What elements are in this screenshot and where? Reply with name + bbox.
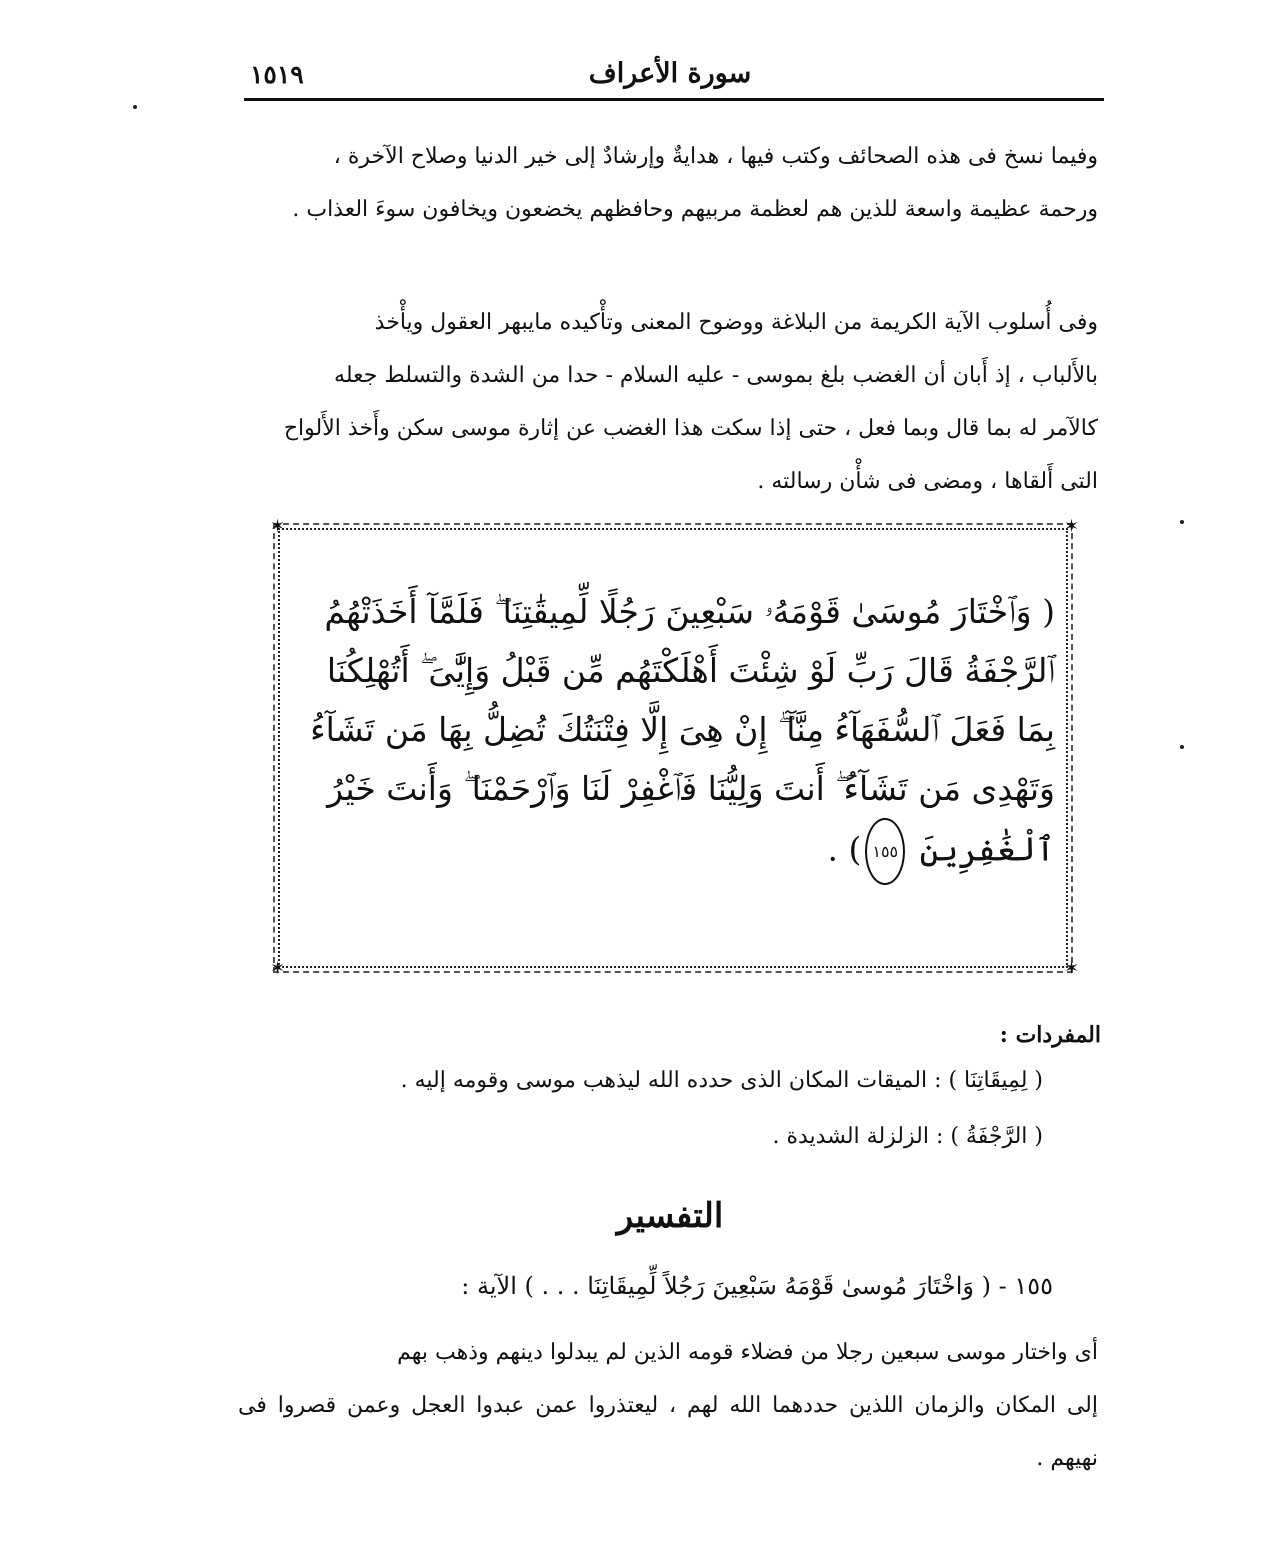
paragraph-line: كالآمر له بما قال وبما فعل ، حتى إذا سكت هذا الغضب عن إثارة موسى سكن وأَخذ الأَلواح bbox=[283, 416, 1098, 441]
glossary-item: ( الرَّجْفَةُ ) : الزلزلة الشديدة . bbox=[772, 1124, 1043, 1149]
vocabulary-label: المفردات : bbox=[999, 1022, 1101, 1048]
intro-paragraph-1 bbox=[238, 130, 1098, 236]
verse-line: ٱلرَّجْفَةُ قَالَ رَبِّ لَوْ شِئْتَ أَهْلَكْتَهُم مِّن قَبْلُ وَإِيَّٰىَ ۖ أَتُهْلِكُنَا bbox=[326, 651, 1055, 690]
verse-word: ٱلْغَٰفِرِينَ bbox=[919, 829, 1055, 869]
paragraph-line: بالأَلباب ، إذ أَبان أن الغضب بلغ بموسى - عليه السلام - حدا من الشدة والتسلط جعله bbox=[334, 363, 1098, 388]
page-number: ١٥١٩ bbox=[250, 60, 304, 89]
header-rule bbox=[244, 98, 1104, 101]
glossary-item: ( لِمِيقَاتِنَا ) : الميقات المكان الذى حدده الله ليذهب موسى وقومه إليه . bbox=[400, 1068, 1043, 1093]
paragraph-line: وفيما نسخ فى هذه الصحائف وكتب فيها ، هدايةٌ وإرشادٌ إلى خير الدنيا وصلاح الآخرة ، bbox=[333, 144, 1098, 169]
paragraph-line: التى أَلقاها ، ومضى فى شأْن رسالته . bbox=[757, 469, 1098, 494]
corner-star-icon: ✶ bbox=[1064, 516, 1080, 537]
scan-speck bbox=[133, 105, 137, 109]
verse-line-last bbox=[290, 818, 1055, 885]
paragraph-line: أى واختار موسى سبعين رجلا من فضلاء قومه الذين لم يبدلوا دينهم وذهب بهم bbox=[397, 1340, 1098, 1365]
verse-close: ) . bbox=[827, 829, 862, 869]
scan-speck bbox=[1180, 520, 1184, 524]
paragraph-line: إلى المكان والزمان اللذين حددهما الله لهم ، ليعتذروا عمن عبدوا العجل وعمن قصروا فى نهيهم . bbox=[238, 1393, 1098, 1471]
scan-speck bbox=[1180, 745, 1184, 749]
tafsir-paragraph bbox=[238, 1326, 1098, 1485]
verse-line: وَتَهْدِى مَن تَشَآءُ ۖ أَنتَ وَلِيُّنَا فَٱغْفِرْ لَنَا وَٱرْحَمْنَا ۖ وَأَنتَ خَيْرُ bbox=[327, 769, 1055, 808]
tafsir-title: التفسير bbox=[616, 1196, 724, 1236]
corner-star-icon: ✶ bbox=[1064, 958, 1080, 979]
ayah-number-badge: ١٥٥ bbox=[865, 818, 905, 885]
paragraph-line: ورحمة عظيمة واسعة للذين هم لعظمة مربيهم وحافظهم يخضعون ويخافون سوءَ العذاب . bbox=[292, 197, 1098, 222]
verse-reference: ١٥٥ - ( وَاخْتَارَ مُوسىٰ قَوْمَهُ سَبْعِينَ رَجُلاً لِّمِيقَاتِنَا . . . ) الآية : bbox=[461, 1272, 1053, 1300]
surah-title: سورة الأعراف bbox=[588, 58, 752, 89]
verse-line: بِمَا فَعَلَ ٱلسُّفَهَآءُ مِنَّآ ۖ إِنْ هِىَ إِلَّا فِتْنَتُكَ تُضِلُّ بِهَا مَن تَشَآءُ bbox=[310, 710, 1055, 749]
verse-line: ( وَٱخْتَارَ مُوسَىٰ قَوْمَهُۥ سَبْعِينَ رَجُلًا لِّمِيقَٰتِنَا ۖ فَلَمَّآ أَخَذَتْهُمُ bbox=[324, 592, 1055, 631]
quran-verse bbox=[290, 582, 1055, 885]
corner-star-icon: ✶ bbox=[270, 516, 286, 537]
paragraph-line: وفى أُسلوب الآية الكريمة من البلاغة ووضوح المعنى وتأْكيده مايبهر العقول ويأْخذ bbox=[374, 310, 1098, 335]
corner-star-icon: ✶ bbox=[270, 958, 286, 979]
intro-paragraph-2 bbox=[238, 296, 1098, 508]
